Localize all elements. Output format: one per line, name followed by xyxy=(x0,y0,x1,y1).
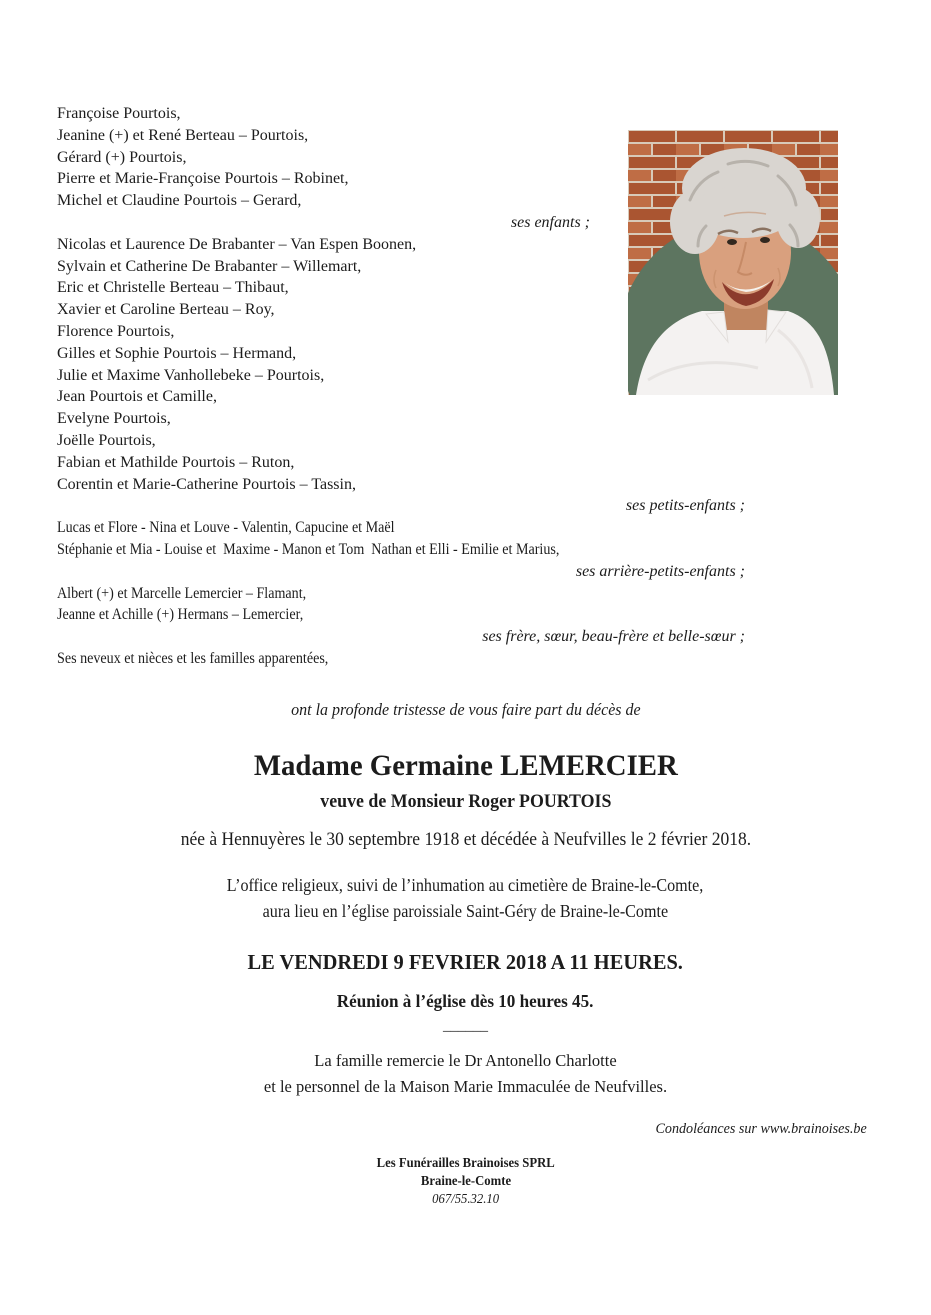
family-member-line: Michel et Claudine Pourtois – Gerard, xyxy=(57,192,302,210)
deceased-name-text: Madame Germaine LEMERCIER xyxy=(253,749,678,782)
family-member-line: Gilles et Sophie Pourtois – Hermand, xyxy=(57,344,297,362)
family-member-line: Lucas et Flore - Nina et Louve - Valentin, Capucine et Maël xyxy=(57,519,395,537)
condolences-text: Condoléances sur www.brainoises.be xyxy=(655,1121,867,1137)
life-dates-text: née à Hennuyères le 30 septembre 1918 et décédée à Neufvilles le 2 février 2018. xyxy=(180,829,751,850)
service-line-2-text: aura lieu en l’église paroissiale Saint-Géry de Braine-le-Comte xyxy=(262,901,669,921)
grandchildren-label: ses petits-enfants ; xyxy=(625,497,745,515)
announcement-body xyxy=(0,698,931,1208)
funeral-home-phone xyxy=(0,1190,931,1208)
family-member-line: Joëlle Pourtois, xyxy=(57,431,156,449)
service-line-2 xyxy=(0,898,931,924)
condolences-line xyxy=(0,1118,931,1140)
family-member-line: Sylvain et Catherine De Brabanter – Willemart, xyxy=(57,257,362,275)
great-grandchildren-label: ses arrière-petits-enfants ; xyxy=(575,562,745,580)
ceremony-date-line xyxy=(0,948,931,976)
separator: ______ xyxy=(443,1018,488,1034)
deceased-name xyxy=(0,746,931,786)
service-lines xyxy=(0,872,931,924)
life-dates-line xyxy=(0,828,931,852)
family-member-line: Jeanne et Achille (+) Hermans – Lemercier, xyxy=(57,606,304,624)
service-line-1 xyxy=(0,872,931,898)
family-member-line: Françoise Pourtois, xyxy=(57,105,181,122)
relatives-line: Ses neveux et nièces et les familles apparentées, xyxy=(57,649,329,667)
siblings-label: ses frère, sœur, beau-frère et belle-sœur ; xyxy=(482,628,745,646)
meeting-text: Réunion à l’église dès 10 heures 45. xyxy=(337,991,594,1011)
family-member-line: Jean Pourtois et Camille, xyxy=(57,388,217,406)
service-line-1-text: L’office religieux, suivi de l’inhumation au cimetière de Braine-le-Comte, xyxy=(227,875,704,895)
family-member-line: Gérard (+) Pourtois, xyxy=(57,148,187,166)
family-member-line: Nicolas et Laurence De Brabanter – Van Espen Boonen, xyxy=(57,235,417,253)
funeral-home-phone-text: 067/55.32.10 xyxy=(431,1191,499,1206)
family-member-line: Stéphanie et Mia - Louise et Maxime - Manon et Tom Nathan et Elli - Emilie et Marius, xyxy=(57,540,560,558)
family-member-line: Albert (+) et Marcelle Lemercier – Flamant, xyxy=(57,584,307,602)
family-member-line: Jeanine (+) et René Berteau – Pourtois, xyxy=(57,126,309,144)
meeting-line xyxy=(0,988,931,1014)
funeral-home-name-text: Les Funérailles Brainoises SPRL xyxy=(376,1155,555,1170)
family-member-line: Fabian et Mathilde Pourtois – Ruton, xyxy=(57,453,295,471)
funeral-home-name xyxy=(0,1154,931,1172)
thanks-line-2: et le personnel de la Maison Marie Immaculée de Neufvilles. xyxy=(263,1077,668,1096)
intro-text: ont la profonde tristesse de vous faire part du décès de xyxy=(290,700,641,719)
family-member-line: Corentin et Marie-Catherine Pourtois – Tassin, xyxy=(57,475,356,493)
funeral-home-city xyxy=(0,1172,931,1190)
thanks-line-1: La famille remercie le Dr Antonello Charlotte xyxy=(314,1051,617,1070)
funeral-home-city-text: Braine-le-Comte xyxy=(420,1173,511,1188)
ceremony-date-text: LE VENDREDI 9 FEVRIER 2018 A 11 HEURES. xyxy=(247,950,684,974)
family-member-line: Pierre et Marie-Françoise Pourtois – Robinet, xyxy=(57,170,349,188)
family-member-line: Florence Pourtois, xyxy=(57,322,175,340)
widow-line xyxy=(0,790,931,814)
children-label: ses enfants ; xyxy=(510,213,590,231)
family-member-line: Evelyne Pourtois, xyxy=(57,410,171,428)
family-member-line: Julie et Maxime Vanhollebeke – Pourtois, xyxy=(57,366,325,384)
family-list xyxy=(0,103,931,670)
widow-text: veuve de Monsieur Roger POURTOIS xyxy=(319,791,612,812)
family-member-line: Xavier et Caroline Berteau – Roy, xyxy=(57,301,275,319)
intro-line xyxy=(0,698,931,722)
family-member-line: Eric et Christelle Berteau – Thibaut, xyxy=(57,279,289,297)
thanks-lines xyxy=(0,1048,931,1100)
funeral-home-block xyxy=(0,1154,931,1208)
